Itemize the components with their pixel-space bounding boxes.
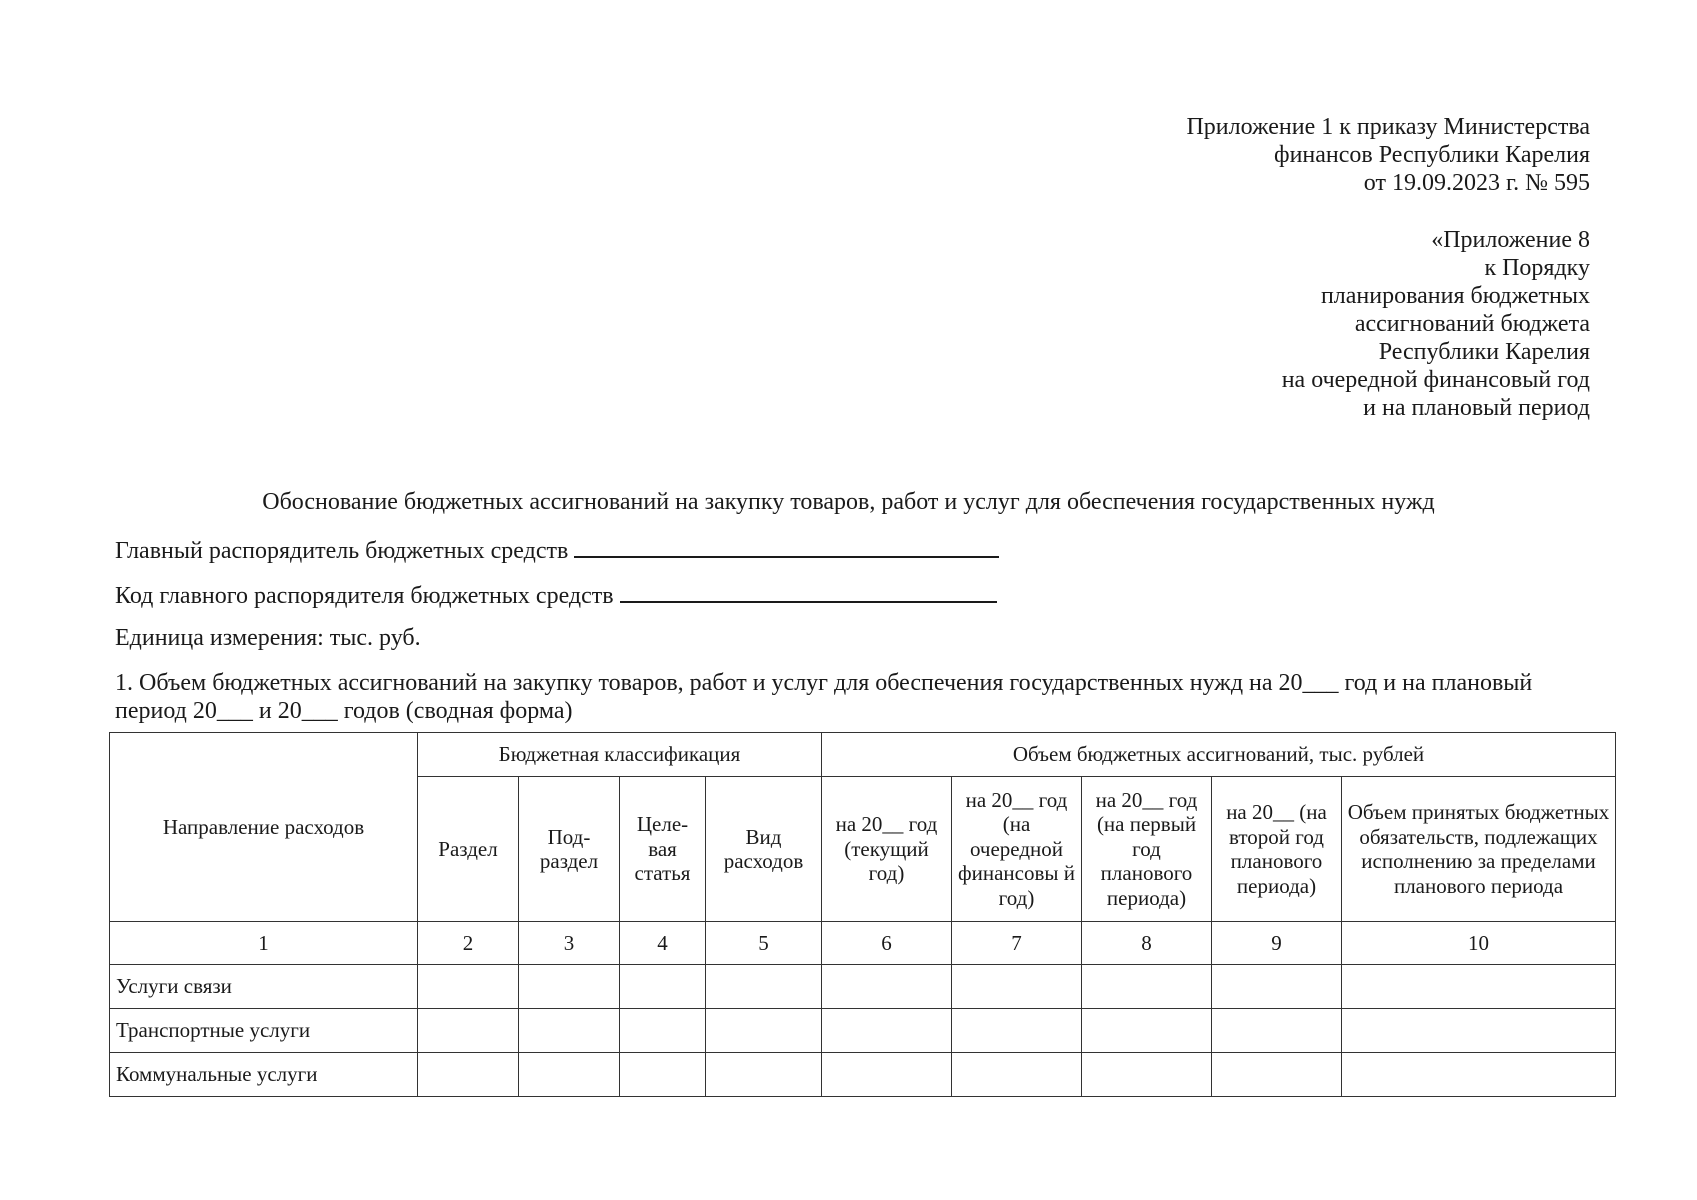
manager-blank[interactable] xyxy=(574,534,999,558)
appendix-procedure-line: ассигнований бюджета xyxy=(1354,311,1590,337)
appendix-procedure-line: на очередной финансовый год xyxy=(1281,367,1590,393)
header-plan-year-2: на 20__ (на второй год планового периода) xyxy=(1212,777,1342,922)
table-cell[interactable] xyxy=(1342,1009,1616,1053)
table-cell[interactable] xyxy=(418,1053,519,1097)
header-volume-group: Объем бюджетных ассигнований, тыс. рублей xyxy=(822,733,1616,777)
table-cell[interactable] xyxy=(418,1009,519,1053)
column-number: 10 xyxy=(1342,922,1616,965)
appendix-order-reference xyxy=(1186,113,1590,197)
appendix-procedure-line: Республики Карелия xyxy=(1378,339,1590,365)
table-cell[interactable] xyxy=(1212,1009,1342,1053)
table-cell[interactable] xyxy=(620,965,706,1009)
manager-code-field xyxy=(115,579,997,610)
appendix-procedure-line: «Приложение 8 xyxy=(1431,227,1590,253)
header-current-year: на 20__ год (текущий год) xyxy=(822,777,952,922)
table-cell[interactable] xyxy=(822,965,952,1009)
table-cell[interactable] xyxy=(952,965,1082,1009)
table-cell[interactable] xyxy=(1082,1009,1212,1053)
column-number: 9 xyxy=(1212,922,1342,965)
table-cell[interactable] xyxy=(1342,1053,1616,1097)
header-classification-group: Бюджетная классификация xyxy=(418,733,822,777)
header-subsection: Под-раздел xyxy=(519,777,620,922)
manager-label: Главный распорядитель бюджетных средств xyxy=(115,538,569,564)
table-row xyxy=(110,965,1616,1009)
header-target-article: Целе-вая статья xyxy=(620,777,706,922)
table-cell[interactable] xyxy=(1082,1053,1212,1097)
row-label: Транспортные услуги xyxy=(110,1009,418,1053)
column-number: 2 xyxy=(418,922,519,965)
table-cell[interactable] xyxy=(952,1009,1082,1053)
column-number: 7 xyxy=(952,922,1082,965)
manager-field xyxy=(115,534,999,565)
column-number: 3 xyxy=(519,922,620,965)
header-next-year: на 20__ год (на очередной финансовы й год) xyxy=(952,777,1082,922)
appendix-order-line: от 19.09.2023 г. № 595 xyxy=(1363,170,1590,196)
section-heading: 1. Объем бюджетных ассигнований на закупку товаров, работ и услуг для обеспечения государственных нужд на 20___ год и на плановый период 20___ и 20___ годов (сводная форма) xyxy=(115,670,1533,724)
budget-table xyxy=(109,732,1616,1097)
appendix-order-line: Приложение 1 к приказу Министерства xyxy=(1186,114,1590,140)
column-number: 5 xyxy=(706,922,822,965)
table-cell[interactable] xyxy=(519,965,620,1009)
table-cell[interactable] xyxy=(952,1053,1082,1097)
table-cell[interactable] xyxy=(519,1009,620,1053)
table-cell[interactable] xyxy=(822,1053,952,1097)
header-direction: Направление расходов xyxy=(110,733,418,922)
table-row xyxy=(110,1053,1616,1097)
header-section: Раздел xyxy=(418,777,519,922)
appendix-order-line: финансов Республики Карелия xyxy=(1274,142,1590,168)
column-number: 4 xyxy=(620,922,706,965)
table-cell[interactable] xyxy=(822,1009,952,1053)
table-cell[interactable] xyxy=(706,965,822,1009)
row-label: Услуги связи xyxy=(110,965,418,1009)
manager-code-blank[interactable] xyxy=(620,579,997,603)
table-cell[interactable] xyxy=(620,1053,706,1097)
header-plan-year-1: на 20__ год (на первый год планового периода) xyxy=(1082,777,1212,922)
appendix-procedure-line: планирования бюджетных xyxy=(1320,283,1590,309)
header-obligations: Объем принятых бюджетных обязательств, подлежащих исполнению за пределами планового периода xyxy=(1342,777,1616,922)
column-number: 6 xyxy=(822,922,952,965)
table-cell[interactable] xyxy=(1342,965,1616,1009)
appendix-procedure-reference xyxy=(1282,226,1590,422)
table-cell[interactable] xyxy=(418,965,519,1009)
table-row xyxy=(110,1009,1616,1053)
table-cell[interactable] xyxy=(1212,1053,1342,1097)
column-number: 8 xyxy=(1082,922,1212,965)
appendix-procedure-line: и на плановый период xyxy=(1363,395,1590,421)
table-cell[interactable] xyxy=(620,1009,706,1053)
table-header-row xyxy=(110,733,1616,777)
row-label: Коммунальные услуги xyxy=(110,1053,418,1097)
table-cell[interactable] xyxy=(706,1009,822,1053)
header-expense-type: Вид расходов xyxy=(706,777,822,922)
table-cell[interactable] xyxy=(1212,965,1342,1009)
table-cell[interactable] xyxy=(519,1053,620,1097)
table-cell[interactable] xyxy=(706,1053,822,1097)
table-cell[interactable] xyxy=(1082,965,1212,1009)
manager-code-label: Код главного распорядителя бюджетных средств xyxy=(115,583,614,609)
column-number-row xyxy=(110,922,1616,965)
appendix-procedure-line: к Порядку xyxy=(1484,255,1590,281)
unit-label: Единица измерения: тыс. руб. xyxy=(115,625,421,651)
document-title: Обоснование бюджетных ассигнований на закупку товаров, работ и услуг для обеспечения государственных нужд xyxy=(262,489,1435,515)
column-number: 1 xyxy=(110,922,418,965)
